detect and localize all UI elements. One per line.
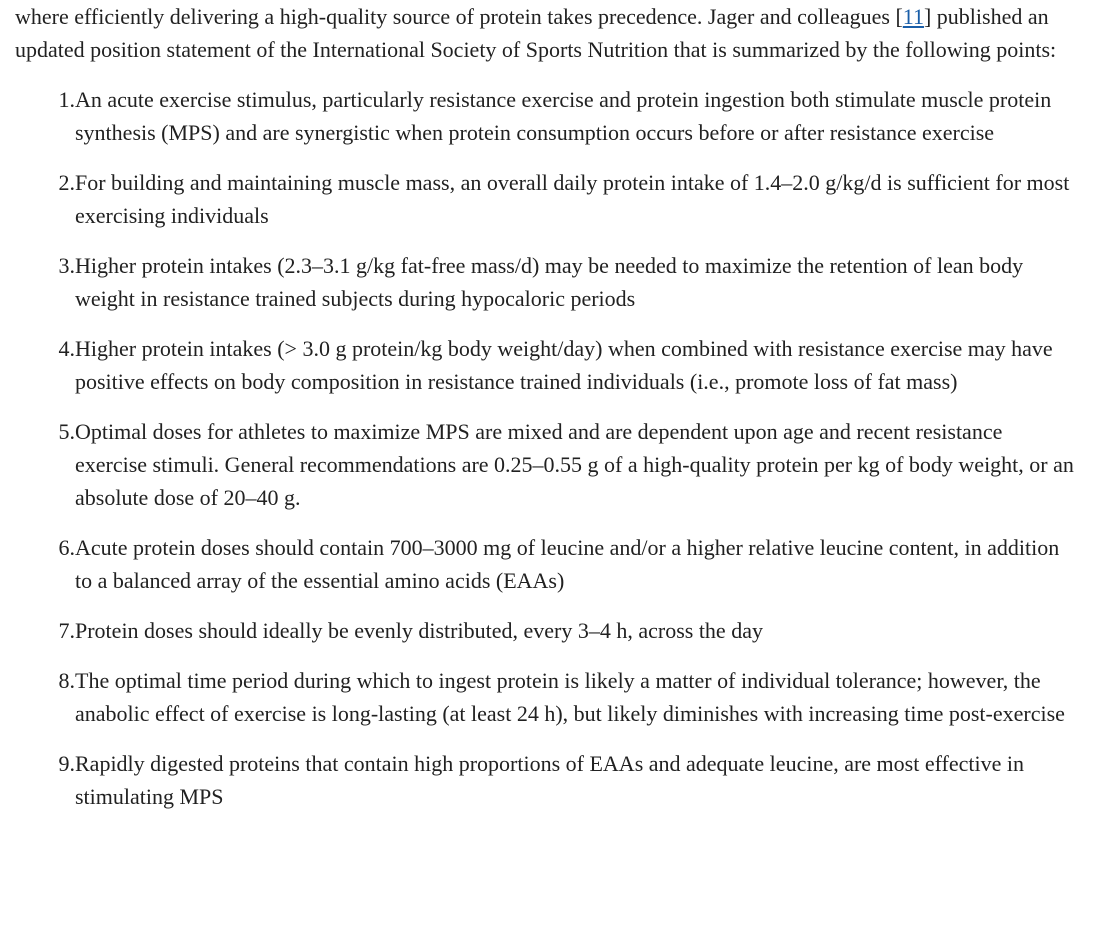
list-item-text: Protein doses should ideally be evenly distributed, every 3–4 h, across the day — [75, 618, 763, 643]
intro-text-before: where efficiently delivering a high-quality source of protein takes precedence. Jager and colleagues [ — [15, 4, 903, 29]
list-item-number: 7. — [58, 618, 75, 643]
list-item — [15, 531, 1079, 597]
list-item — [15, 664, 1079, 730]
list-item-number: 8. — [58, 668, 75, 693]
list-item-number: 4. — [58, 336, 75, 361]
intro-text-after: ] published an updated position statement of the International Society of Sports Nutrition that is summarized by the following points: — [15, 4, 1057, 62]
intro-paragraph — [15, 0, 1079, 66]
list-item-text: Acute protein doses should contain 700–3000 mg of leucine and/or a higher relative leucine content, in addition to a balanced array of the essential amino acids (EAAs) — [75, 535, 1060, 593]
list-item — [15, 747, 1079, 813]
list-item-text: For building and maintaining muscle mass, an overall daily protein intake of 1.4–2.0 g/kg/d is sufficient for most exercising individuals — [75, 170, 1070, 228]
reference-link-11[interactable]: 11 — [902, 4, 924, 29]
list-item-text: Rapidly digested proteins that contain high proportions of EAAs and adequate leucine, are most effective in stimulating MPS — [75, 751, 1024, 809]
list-item-text: Higher protein intakes (2.3–3.1 g/kg fat-free mass/d) may be needed to maximize the retention of lean body weight in resistance trained subjects during hypocaloric periods — [75, 253, 1024, 311]
position-statement-list — [15, 83, 1079, 813]
list-item — [15, 249, 1079, 315]
list-item-text: An acute exercise stimulus, particularly resistance exercise and protein ingestion both stimulate muscle protein synthesis (MPS) and are synergistic when protein consumption occurs before or after resistance exercise — [75, 87, 1052, 145]
list-item — [15, 415, 1079, 514]
list-item-number: 3. — [58, 253, 75, 278]
list-item — [15, 166, 1079, 232]
list-item-number: 2. — [58, 170, 75, 195]
list-item-text: Optimal doses for athletes to maximize MPS are mixed and are dependent upon age and recent resistance exercise stimuli. General recommendations are 0.25–0.55 g of a high-quality protein per kg of body weight, or an absolute dose of 20–40 g. — [75, 419, 1074, 510]
list-item — [15, 614, 1079, 647]
list-item-number: 1. — [58, 87, 75, 112]
list-item — [15, 83, 1079, 149]
list-item-text: Higher protein intakes (> 3.0 g protein/kg body weight/day) when combined with resistance exercise may have positive effects on body composition in resistance trained individuals (i.e., promote loss of fat mass) — [75, 336, 1053, 394]
list-item-number: 5. — [58, 419, 75, 444]
list-item — [15, 332, 1079, 398]
list-item-number: 6. — [58, 535, 75, 560]
list-item-number: 9. — [58, 751, 75, 776]
list-item-text: The optimal time period during which to ingest protein is likely a matter of individual tolerance; however, the anabolic effect of exercise is long-lasting (at least 24 h), but likely diminishes with increasing time post-exercise — [75, 668, 1065, 726]
